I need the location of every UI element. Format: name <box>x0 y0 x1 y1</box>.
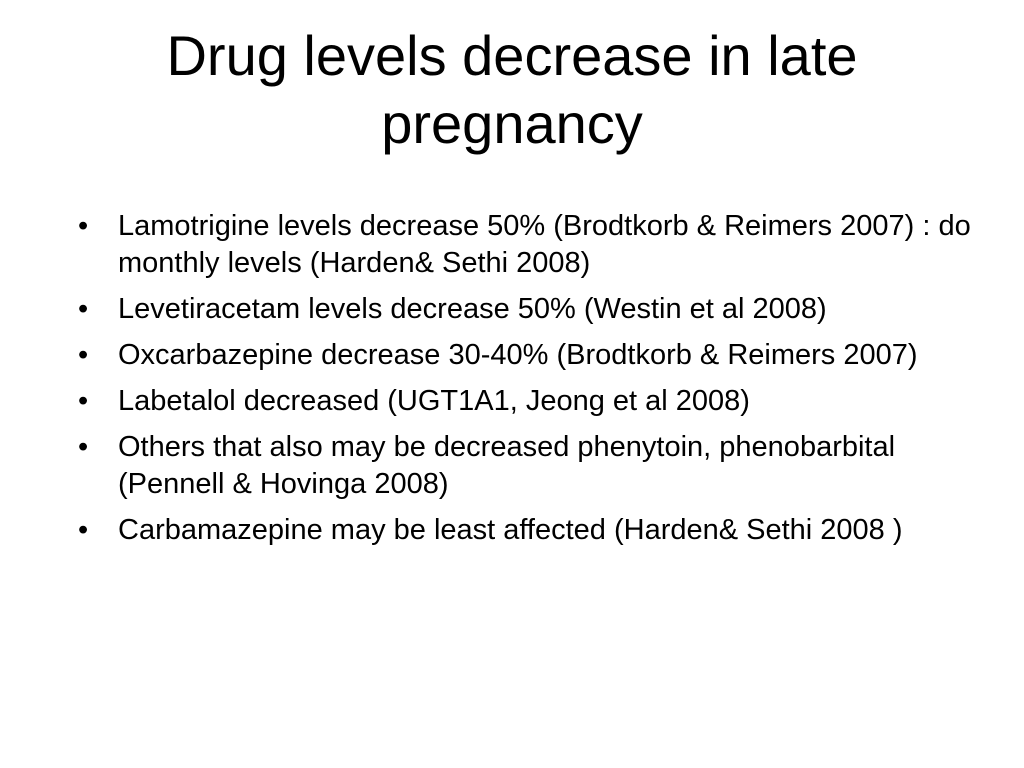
bullet-icon: • <box>78 514 89 546</box>
bullet-item-others <box>78 429 978 503</box>
bullet-text: Levetiracetam levels decrease 50% (Westin et al 2008) <box>118 293 827 325</box>
bullet-item-oxcarbazepine <box>78 337 978 374</box>
bullet-item-levetiracetam <box>78 291 978 328</box>
bullet-text: Oxcarbazepine decrease 30-40% (Brodtkorb & Reimers 2007) <box>118 339 918 371</box>
slide-title: Drug levels decrease in late pregnancy <box>166 24 858 155</box>
bullet-icon: • <box>78 210 89 242</box>
bullet-text: Lamotrigine levels decrease 50% (Brodtkorb & Reimers 2007) : do monthly levels (Harden& Sethi 2008) <box>118 210 971 279</box>
bullet-item-labetalol <box>78 383 978 420</box>
bullet-icon: • <box>78 339 89 371</box>
bullet-item-carbamazepine <box>78 512 978 549</box>
bullet-icon: • <box>78 293 89 325</box>
bullet-icon: • <box>78 431 89 463</box>
bullet-text: Carbamazepine may be least affected (Harden& Sethi 2008 ) <box>118 514 903 546</box>
bullet-text: Others that also may be decreased phenytoin, phenobarbital (Pennell & Hovinga 2008) <box>118 431 896 500</box>
bullet-item-lamotrigine <box>78 208 978 282</box>
bullet-icon: • <box>78 385 89 417</box>
bullet-text: Labetalol decreased (UGT1A1, Jeong et al 2008) <box>118 385 750 417</box>
bullet-list <box>78 208 978 558</box>
